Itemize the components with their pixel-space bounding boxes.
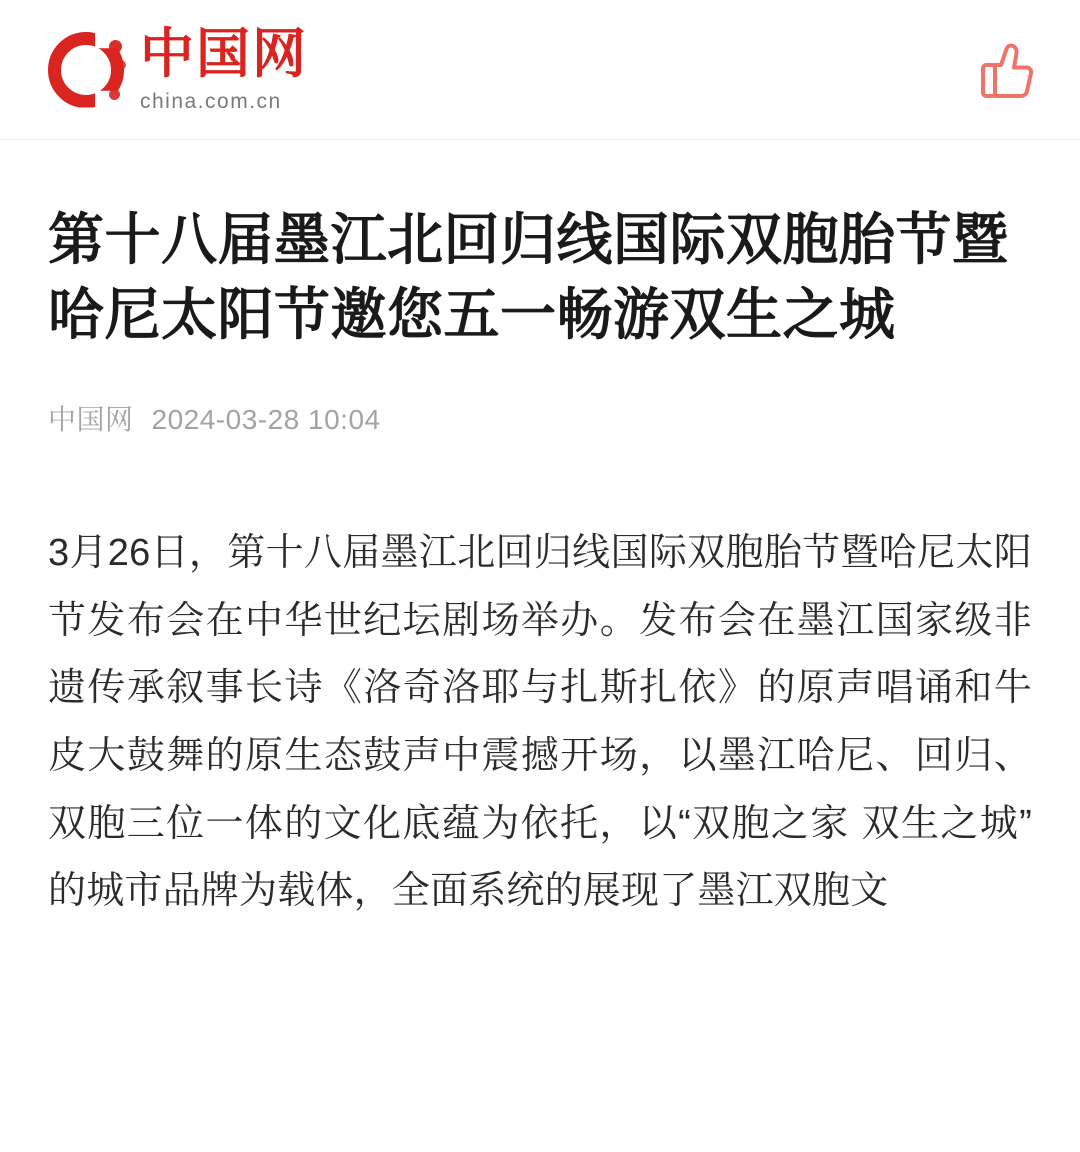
china-net-c-logo-icon [48, 32, 124, 108]
like-button[interactable] [976, 36, 1040, 104]
article-meta [48, 398, 1032, 438]
brand-name-cn: 中国网 [140, 24, 308, 84]
page-title: 第十八届墨江北回归线国际双胞胎节暨哈尼太阳节邀您五一畅游双生之城 [48, 208, 1009, 347]
site-header [0, 0, 1080, 140]
site-logo[interactable] [48, 24, 308, 113]
article-container [0, 140, 1080, 926]
brand-domain: china.com.cn [140, 90, 282, 113]
brand-text [140, 24, 308, 113]
article-timestamp: 2024-03-28 10:04 [151, 404, 381, 436]
article-source: 中国网 [48, 404, 134, 436]
article-body [48, 520, 1032, 926]
article-paragraph: 3月26日，第十八届墨江北回归线国际双胞胎节暨哈尼太阳节发布会在中华世纪坛剧场举办。发布会在墨江国家级非遗传承叙事长诗《洛奇洛耶与扎斯扎依》的原声唱诵和牛皮大鼓舞的原生态鼓声中震撼开场，以墨江哈尼、回归、双胞三位一体的文化底蕴为依托，以“双胞之家 双生之城”的城市品牌为载体，全面系统的展现了墨江双胞文 [48, 532, 1032, 913]
thumbs-up-icon [979, 39, 1037, 101]
